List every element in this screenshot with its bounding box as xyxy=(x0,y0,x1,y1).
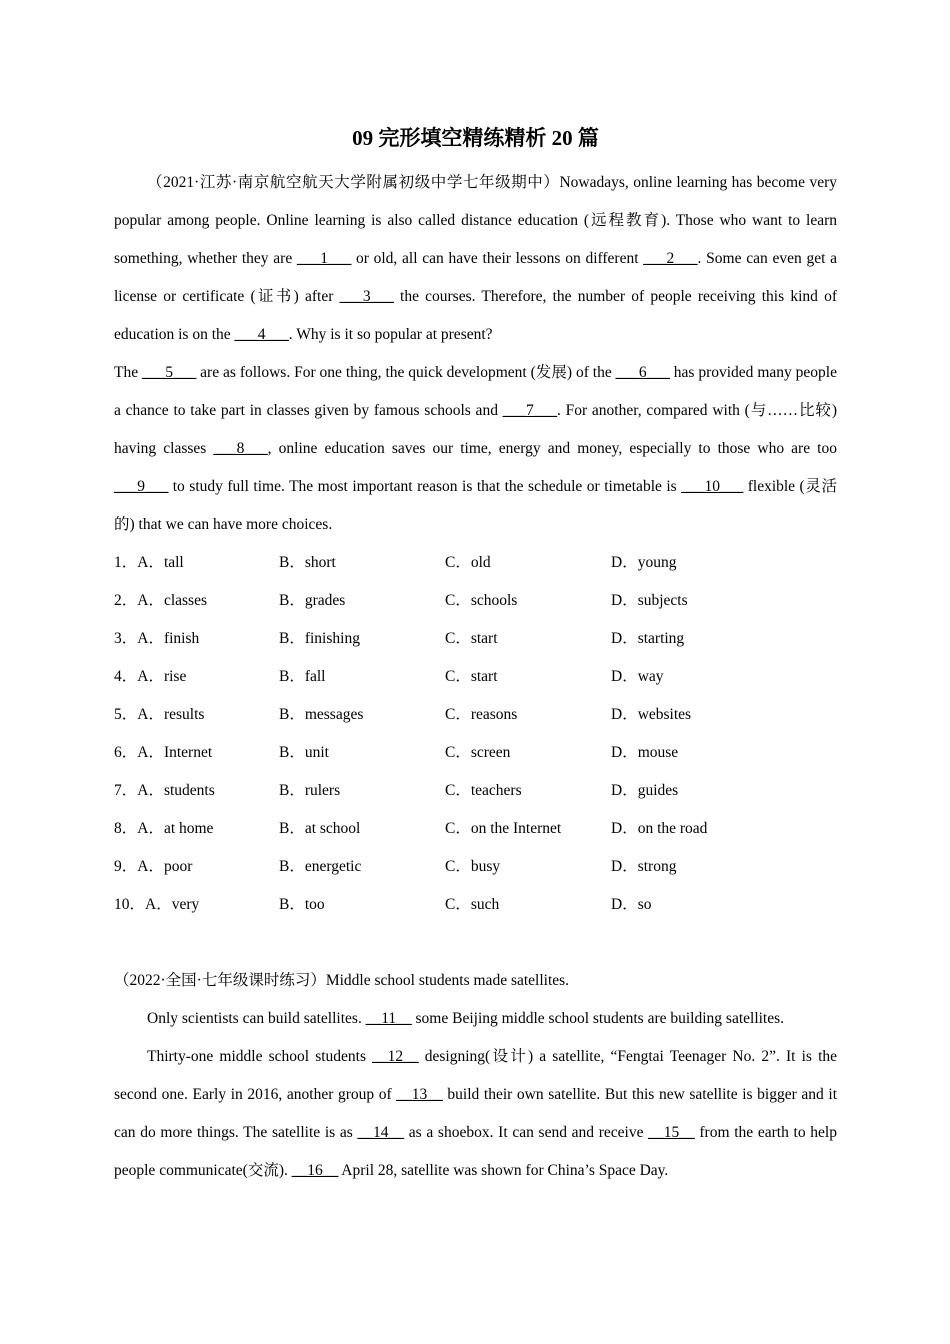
passage1-paragraph2: The ___5___ are as follows. For one thing, the quick development (发展) of the ___6___ has provided many people a chance to take part in classes given by famous schools and ___7___. For another, compared with (与……比较) having classes ___8___, online education saves our time, energy and money, especially to those who are too ___9___ to study full time. The most important reason is that the schedule or timetable is ___10___ flexible (灵活的) that we can have more choices. xyxy=(114,364,837,533)
option-row-5 xyxy=(114,696,837,734)
blank-6: ___6___ xyxy=(615,364,670,381)
blank-1: ___1___ xyxy=(296,250,352,267)
option-6c: C．screen xyxy=(445,744,511,761)
option-row-7 xyxy=(114,772,837,810)
option-6d: D．mouse xyxy=(611,744,679,761)
option-1d: D．young xyxy=(611,554,677,571)
option-8d: D．on the road xyxy=(611,820,708,837)
passage1-source: （2021·江苏·南京航空航天大学附属初级中学七年级期中） xyxy=(147,174,560,191)
option-3c: C．start xyxy=(445,630,498,647)
passage1-paragraph1: （2021·江苏·南京航空航天大学附属初级中学七年级期中）Nowadays, online learning has become very popular among people. Online learning is also called distance education (远程教育). Those who want to learn something, whether they are ___1___ or old, all can have their lessons on different ___2___. Some can even get a license or certificate (证书) after ___3___ the courses. Therefore, the number of people receiving this kind of education is on the ___4___. Why is it so popular at present? xyxy=(114,174,838,343)
option-1a: 1．A．tall xyxy=(114,554,184,571)
option-5c: C．reasons xyxy=(445,706,518,723)
blank-14: __14__ xyxy=(357,1124,405,1141)
passage2-paragraph1: Only scientists can build satellites. __11__ some Beijing middle school students are building satellites. xyxy=(147,1010,785,1027)
option-row-2 xyxy=(114,582,837,620)
option-3a: 3．A．finish xyxy=(114,630,200,647)
document-page xyxy=(114,118,837,1190)
option-10b: B．too xyxy=(279,896,325,913)
option-7b: B．rulers xyxy=(279,782,341,799)
option-8c: C．on the Internet xyxy=(445,820,562,837)
option-row-6 xyxy=(114,734,837,772)
option-10a: 10．A．very xyxy=(114,896,200,913)
option-9b: B．energetic xyxy=(279,858,362,875)
blank-11: __11__ xyxy=(365,1010,412,1027)
blank-8: ___8___ xyxy=(213,440,268,457)
passage2-heading xyxy=(114,962,837,1000)
blank-9: ___9___ xyxy=(114,478,169,495)
option-row-9 xyxy=(114,848,837,886)
blank-5: ___5___ xyxy=(142,364,197,381)
blank-15: __15__ xyxy=(648,1124,695,1141)
blank-3: ___3___ xyxy=(339,288,394,305)
option-9a: 9．A．poor xyxy=(114,858,193,875)
option-2b: B．grades xyxy=(279,592,346,609)
option-row-10 xyxy=(114,886,837,924)
option-1b: B．short xyxy=(279,554,336,571)
option-7d: D．guides xyxy=(611,782,679,799)
option-3d: D．starting xyxy=(611,630,685,647)
option-9c: C．busy xyxy=(445,858,501,875)
passage2-source: （2022·全国·七年级课时练习） xyxy=(114,972,326,989)
blank-7: ___7___ xyxy=(502,402,557,419)
option-4c: C．start xyxy=(445,668,498,685)
option-5a: 5．A．results xyxy=(114,706,205,723)
option-row-3 xyxy=(114,620,837,658)
option-5d: D．websites xyxy=(611,706,692,723)
option-10c: C．such xyxy=(445,896,500,913)
blank-13: __13__ xyxy=(396,1086,443,1103)
option-8b: B．at school xyxy=(279,820,361,837)
blank-12: __12__ xyxy=(372,1048,419,1065)
option-4b: B．fall xyxy=(279,668,326,685)
page-title: 09 完形填空精练精析 20 篇 xyxy=(352,126,599,150)
option-3b: B．finishing xyxy=(279,630,360,647)
option-2c: C．schools xyxy=(445,592,518,609)
option-6b: B．unit xyxy=(279,744,329,761)
option-2d: D．subjects xyxy=(611,592,688,609)
option-4d: D．way xyxy=(611,668,664,685)
passage2-headline: Middle school students made satellites. xyxy=(325,972,570,989)
option-5b: B．messages xyxy=(279,706,364,723)
option-9d: D．strong xyxy=(611,858,677,875)
blank-4: ___4___ xyxy=(234,326,289,343)
option-row-4 xyxy=(114,658,837,696)
blank-10: ___10___ xyxy=(681,478,744,495)
option-1c: C．old xyxy=(445,554,491,571)
blank-2: ___2___ xyxy=(643,250,698,267)
option-4a: 4．A．rise xyxy=(114,668,187,685)
passage2-paragraph2: Thirty-one middle school students __12__ designing(设计) a satellite, “Fengtai Teenager No. 2”. It is the second one. Early in 2016, another group of __13__ build their own satellite. But this new satellite is bigger and it can do more things. The satellite is as __14__ as a shoebox. It can send and receive __15__ from the earth to help people communicate(交流). __16__ April 28, satellite was shown for China’s Space Day. xyxy=(114,1048,838,1179)
section-spacer xyxy=(114,924,837,962)
option-7a: 7．A．students xyxy=(114,782,215,799)
option-7c: C．teachers xyxy=(445,782,522,799)
option-row-1 xyxy=(114,544,837,582)
option-6a: 6．A．Internet xyxy=(114,744,213,761)
option-2a: 2．A．classes xyxy=(114,592,207,609)
passage1-options xyxy=(114,544,837,924)
option-10d: D．so xyxy=(611,896,652,913)
option-row-8 xyxy=(114,810,837,848)
option-8a: 8．A．at home xyxy=(114,820,214,837)
blank-16: __16__ xyxy=(291,1162,339,1179)
